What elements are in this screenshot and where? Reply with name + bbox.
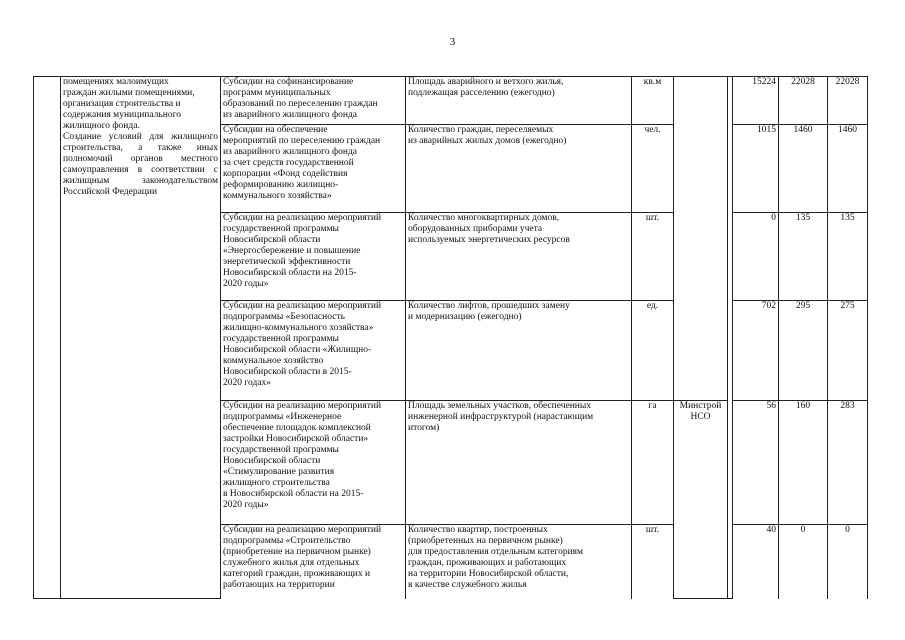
- value-cell: 135: [828, 213, 868, 301]
- value-cell: 22028: [828, 77, 868, 125]
- unit-cell: га: [632, 401, 674, 525]
- value-cell: 22028: [779, 77, 828, 125]
- measure-cell: Субсидии на реализацию мероприятий подпрограммы «Безопасность жилищно-коммунального хозяйства» государственной программы Новосибирской области «Жилищно- коммунальное хозяйство Новосибирской области в 2015- 2020 годах»: [221, 301, 406, 401]
- indicator-cell: Количество квартир, построенных (приобретенных на первичном рынке) для предоставления отдельным категориям граждан, проживающих и работающих на территории Новосибирской области, в качестве служебного жилья: [406, 525, 632, 599]
- measure-cell: Субсидии на реализацию мероприятий государственной программы Новосибирской области «Энергосбережение и повышение энергетической эффективности Новосибирской области на 2015- 2020 годы»: [221, 213, 406, 301]
- value-cell: 0: [828, 525, 868, 599]
- blank-cell: [34, 77, 61, 599]
- goal-text-2: Создание условий для жилищного строительства, а также иных полномочий органов местного самоуправления в соответствии с жилищным законодательством Российской Федерации: [63, 132, 218, 197]
- unit-cell: чел.: [632, 125, 674, 213]
- value-cell: 275: [828, 301, 868, 401]
- value-cell: 40: [733, 525, 779, 599]
- goal-text: помещениях малоимущих граждан жилыми помещениями, организация строительства и содержания муниципального жилищного фонда.: [63, 77, 195, 131]
- measure-cell: Субсидии на реализацию мероприятий подпрограммы «Строительство (приобретение на первичном рынке) служебного жилья для отдельных категорий граждан, проживающих и работающих на территории: [221, 525, 406, 599]
- value-cell: 295: [779, 301, 828, 401]
- unit-cell: шт.: [632, 525, 674, 599]
- value-cell: 1460: [779, 125, 828, 213]
- indicator-cell: Количество многоквартирных домов, оборудованных приборами учета используемых энергетических ресурсов: [406, 213, 632, 301]
- page-number: 3: [449, 36, 456, 48]
- value-cell: 1015: [733, 125, 779, 213]
- indicator-cell: Количество лифтов, прошедших замену и модернизацию (ежегодно): [406, 301, 632, 401]
- indicator-cell: Количество граждан, переселяемых из аварийных жилых домов (ежегодно): [406, 125, 632, 213]
- indicator-cell: Площадь земельных участков, обеспеченных инженерной инфраструктурой (нарастающим итогом): [406, 401, 632, 525]
- executor-cell: Минстрой НСО: [674, 401, 728, 599]
- indicator-cell: Площадь аварийного и ветхого жилья, подлежащая расселению (ежегодно): [406, 77, 632, 125]
- value-cell: 56: [733, 401, 779, 525]
- unit-cell: кв.м: [632, 77, 674, 125]
- value-cell: 283: [828, 401, 868, 525]
- unit-cell: ед.: [632, 301, 674, 401]
- value-cell: 15224: [733, 77, 779, 125]
- value-cell: 160: [779, 401, 828, 525]
- indicators-table: [33, 76, 868, 599]
- unit-cell: шт.: [632, 213, 674, 301]
- executor-cell-empty: [674, 77, 728, 401]
- value-cell: 135: [779, 213, 828, 301]
- value-cell: 702: [733, 301, 779, 401]
- measure-cell: Субсидии на софинансирование программ муниципальных образований по переселению граждан из аварийного жилищного фонда: [221, 77, 406, 125]
- measure-cell: Субсидии на обеспечение мероприятий по переселению граждан из аварийного жилищного фонда за счет средств государственной корпорации «Фонд содействия реформированию жилищно- коммунального хозяйства»: [221, 125, 406, 213]
- value-cell: 0: [779, 525, 828, 599]
- goal-cell: [61, 77, 221, 599]
- value-cell: 0: [733, 213, 779, 301]
- measure-cell: Субсидии на реализацию мероприятий подпрограммы «Инженерное обеспечение площадок комплексной застройки Новосибирской области» государственной программы Новосибирской области «Стимулирование развития жилищного строительства в Новосибирской области на 2015- 2020 годы»: [221, 401, 406, 525]
- value-cell: 1460: [828, 125, 868, 213]
- table-row: [34, 77, 868, 125]
